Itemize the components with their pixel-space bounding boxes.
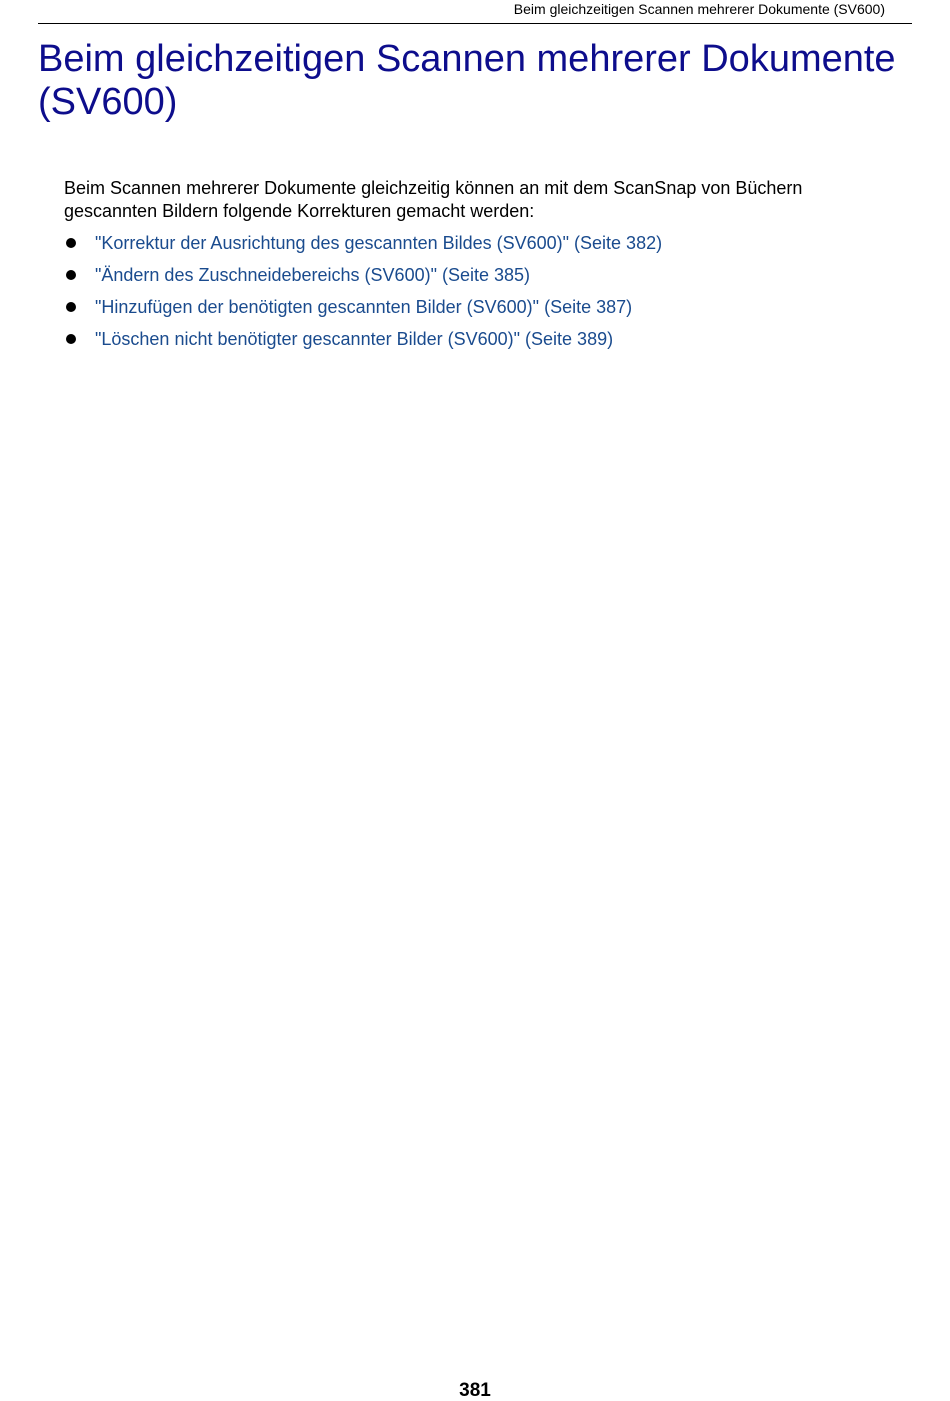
running-header-title: Beim gleichzeitigen Scannen mehrerer Dokumente (SV600): [513, 1, 885, 17]
running-header: [38, 0, 912, 24]
bullet-icon: [66, 334, 76, 344]
page-number: 381: [459, 1380, 491, 1401]
list-item: [64, 295, 662, 327]
bullet-icon: [66, 238, 76, 248]
list-item: [64, 263, 662, 295]
link-bilder-hinzufuegen[interactable]: "Hinzufügen der benötigten gescannten Bilder (SV600)" (Seite 387): [95, 297, 633, 317]
link-bilder-loeschen[interactable]: "Löschen nicht benötigter gescannter Bilder (SV600)" (Seite 389): [95, 329, 614, 349]
page-title: Beim gleichzeitigen Scannen mehrerer Dokumente (SV600): [38, 38, 896, 123]
link-zuschneidebereich[interactable]: "Ändern des Zuschneidebereichs (SV600)" (Seite 385): [95, 265, 531, 285]
intro-paragraph: Beim Scannen mehrerer Dokumente gleichzeitig können an mit dem ScanSnap von Büchern gescannten Bildern folgende Korrekturen gemacht werden:: [64, 178, 803, 221]
link-list: [64, 231, 662, 359]
list-item: [64, 327, 662, 359]
list-item: [64, 231, 662, 263]
link-korrektur-ausrichtung[interactable]: "Korrektur der Ausrichtung des gescannten Bildes (SV600)" (Seite 382): [95, 233, 663, 253]
bullet-icon: [66, 302, 76, 312]
bullet-icon: [66, 270, 76, 280]
